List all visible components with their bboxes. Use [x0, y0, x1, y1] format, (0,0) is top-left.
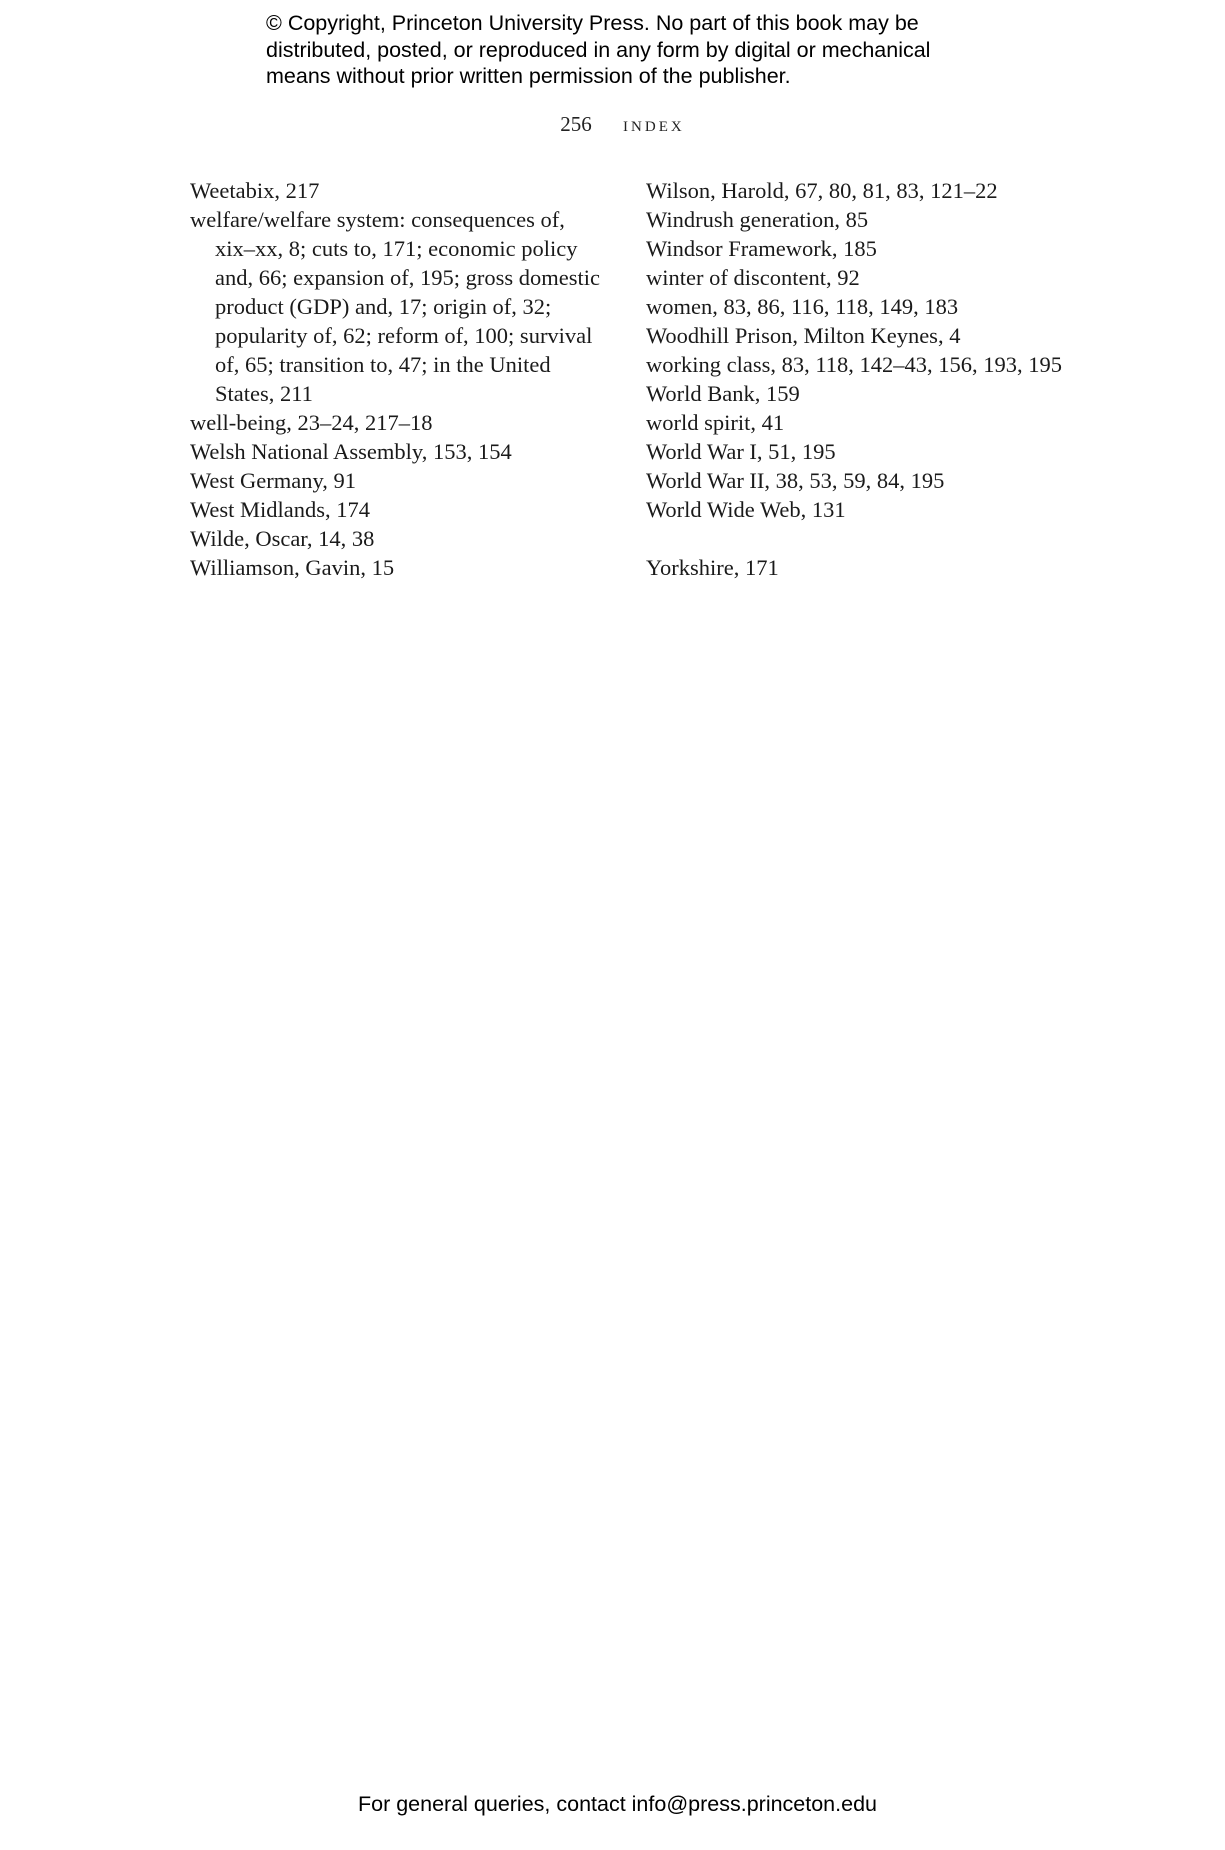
index-entry: Windrush generation, 85 [646, 207, 869, 232]
index-entry: winter of discontent, 92 [646, 265, 860, 290]
index-entry: Windsor Framework, 185 [646, 236, 877, 261]
index-entry: World Bank, 159 [646, 381, 800, 406]
index-entry: West Germany, 91 [190, 468, 357, 493]
index-entry: Yorkshire, 171 [646, 555, 779, 580]
index-entry: welfare/welfare system: consequences of, xix–xx, 8; cuts to, 171; economic policy and, 66; expansion of, 195; gross domestic product (GDP) and, 17; origin of, 32; popularity of, 62; reform of, 100; survival of, 65; transition to, 47; in the United States, 211 [190, 207, 600, 406]
footer-contact: For general queries, contact info@press.princeton.edu [357, 1792, 877, 1816]
running-head [0, 112, 1225, 137]
index-entry: World Wide Web, 131 [646, 497, 846, 522]
index-entry: West Midlands, 174 [190, 497, 371, 522]
index-entry: Wilde, Oscar, 14, 38 [190, 526, 375, 551]
index-entry: working class, 83, 118, 142–43, 156, 193, 195 [646, 352, 1063, 377]
index-entry: well-being, 23–24, 217–18 [190, 410, 433, 435]
index-entry: Williamson, Gavin, 15 [190, 555, 395, 580]
letter-group-gap [646, 524, 1066, 553]
index-entry: World War I, 51, 195 [646, 439, 836, 464]
page-number: 256 [560, 112, 592, 136]
section-title: index [623, 112, 685, 136]
index-entry: Weetabix, 217 [190, 178, 320, 203]
copyright-line: distributed, posted, or reproduced in any form by digital or mechanical [266, 37, 931, 62]
index-entry: Wilson, Harold, 67, 80, 81, 83, 121–22 [646, 178, 998, 203]
index-entry: World War II, 38, 53, 59, 84, 195 [646, 468, 945, 493]
index-column-left [190, 176, 600, 582]
copyright-line: © Copyright, Princeton University Press. No part of this book may be [266, 11, 919, 35]
index-entry: Woodhill Prison, Milton Keynes, 4 [646, 323, 961, 348]
copyright-line: means without prior written permission of the publisher. [266, 64, 791, 88]
copyright-notice [266, 10, 986, 90]
index-entry: Welsh National Assembly, 153, 154 [190, 439, 512, 464]
index-entry: world spirit, 41 [646, 410, 785, 435]
index-column-right [646, 176, 1066, 582]
index-entry: women, 83, 86, 116, 118, 149, 183 [646, 294, 959, 319]
